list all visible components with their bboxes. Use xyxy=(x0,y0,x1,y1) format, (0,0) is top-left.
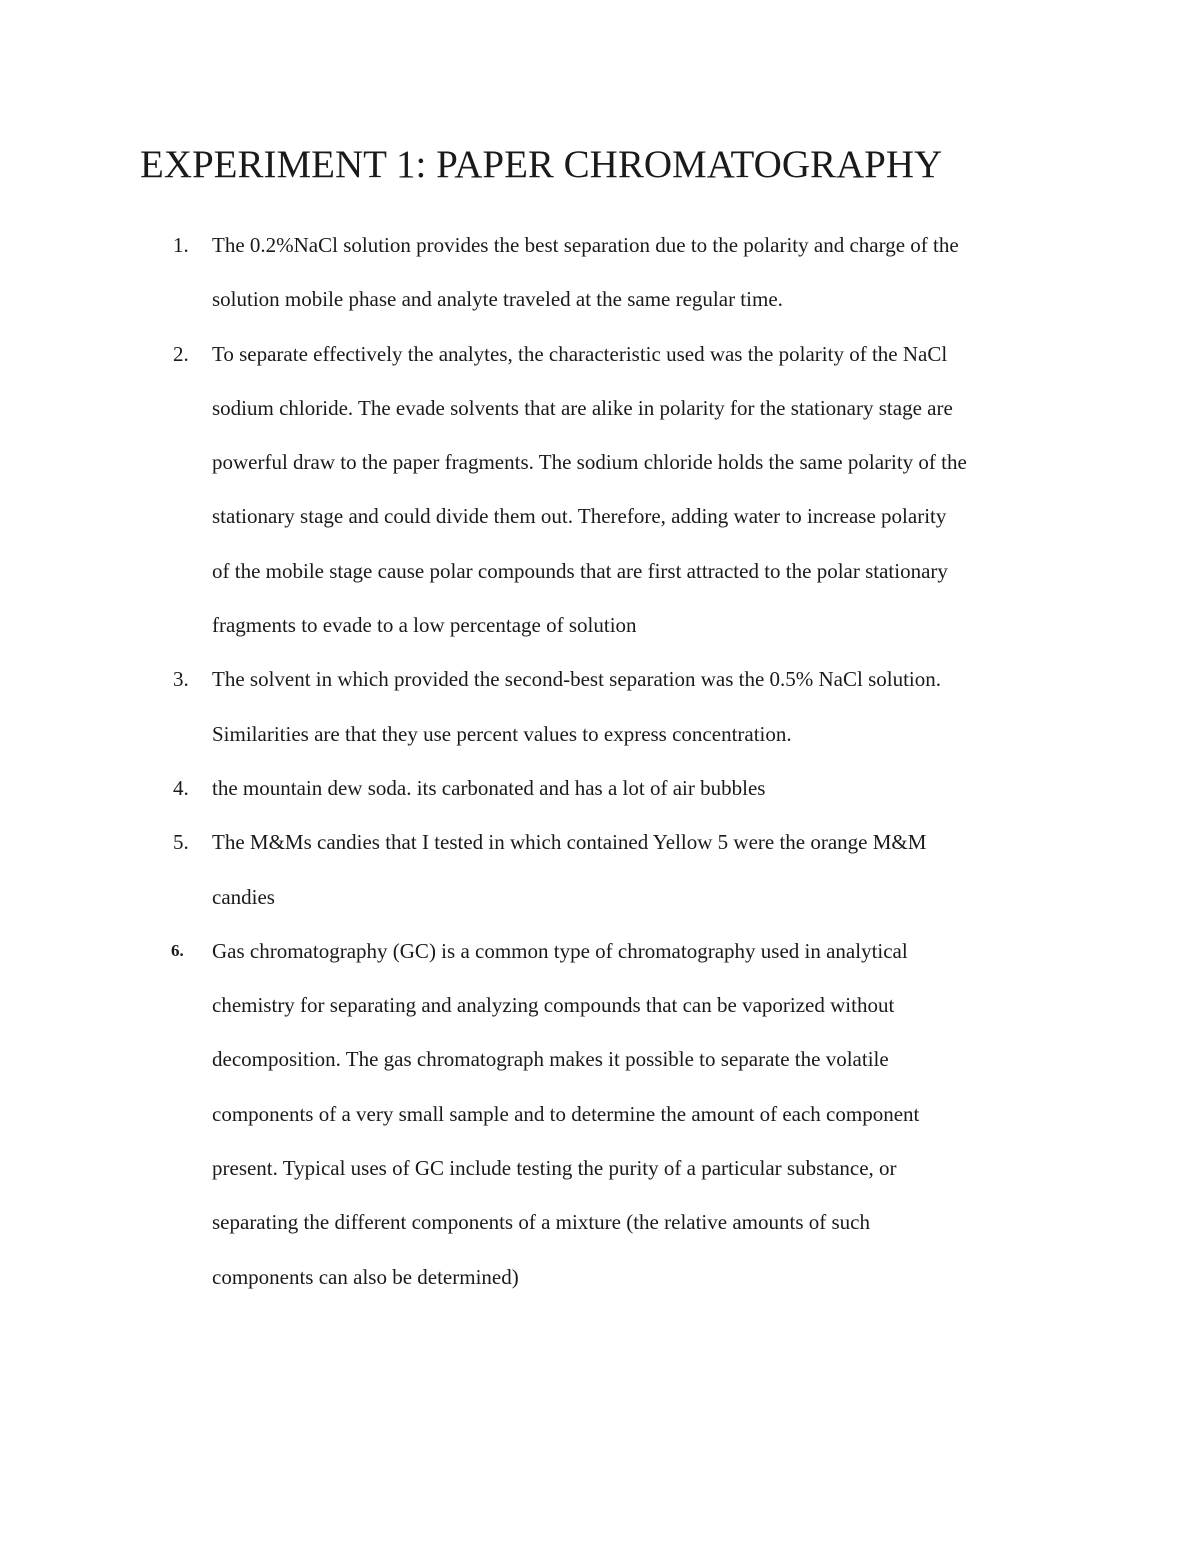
list-item-2 xyxy=(0,327,1200,653)
list-item-5 xyxy=(0,815,1200,924)
item-number: 4. xyxy=(173,775,189,800)
list-item-3 xyxy=(0,652,1200,761)
text-line: present. Typical uses of GC include testing the purity of a particular substance, or xyxy=(212,1156,897,1181)
item-text xyxy=(212,924,1082,1304)
item-number: 1. xyxy=(173,233,189,257)
text-line: solution mobile phase and analyte traveled at the same regular time. xyxy=(212,287,783,312)
text-line: Similarities are that they use percent values to express concentration. xyxy=(212,721,792,746)
page-title: EXPERIMENT 1: PAPER CHROMATOGRAPHY xyxy=(140,143,943,186)
item-number: 6. xyxy=(171,940,184,960)
text-line: stationary stage and could divide them out. Therefore, adding water to increase polarity xyxy=(212,504,947,529)
text-line: components can also be determined) xyxy=(212,1264,519,1289)
item-number: 3. xyxy=(173,667,189,692)
item-number: 5. xyxy=(173,830,189,855)
text-line: candies xyxy=(212,884,275,909)
text-line: fragments to evade to a low percentage of solution xyxy=(212,613,637,638)
list-item-1 xyxy=(0,218,1200,327)
text-line: components of a very small sample and to determine the amount of each component xyxy=(212,1101,920,1126)
item-text xyxy=(212,815,1082,924)
text-line: The M&Ms candies that I tested in which contained Yellow 5 were the orange M&M xyxy=(212,830,927,855)
item-text xyxy=(212,327,1082,653)
item-text xyxy=(212,652,1082,761)
text-line: sodium chloride. The evade solvents that are alike in polarity for the stationary stage are xyxy=(212,395,953,420)
text-line: separating the different components of a mixture (the relative amounts of such xyxy=(212,1210,870,1235)
text-line: of the mobile stage cause polar compounds that are first attracted to the polar stationary xyxy=(212,558,948,583)
text-line: The 0.2%NaCl solution provides the best separation due to the polarity and charge of the xyxy=(212,233,959,257)
list-item-4 xyxy=(0,761,1200,815)
text-line: To separate effectively the analytes, the characteristic used was the polarity of the NaCl xyxy=(212,341,948,366)
text-line: decomposition. The gas chromatograph makes it possible to separate the volatile xyxy=(212,1047,889,1072)
item-text xyxy=(212,761,1082,815)
item-text xyxy=(212,218,1082,327)
text-line: powerful draw to the paper fragments. The sodium chloride holds the same polarity of the xyxy=(212,450,967,475)
text-line: The solvent in which provided the second-best separation was the 0.5% NaCl solution. xyxy=(212,667,942,692)
answer-list xyxy=(0,218,1200,1304)
text-line: the mountain dew soda. its carbonated and has a lot of air bubbles xyxy=(212,775,766,800)
text-line: Gas chromatography (GC) is a common type of chromatography used in analytical xyxy=(212,938,908,963)
item-number: 2. xyxy=(173,341,189,366)
text-line: chemistry for separating and analyzing compounds that can be vaporized without xyxy=(212,993,895,1018)
list-item-6 xyxy=(0,924,1200,1304)
